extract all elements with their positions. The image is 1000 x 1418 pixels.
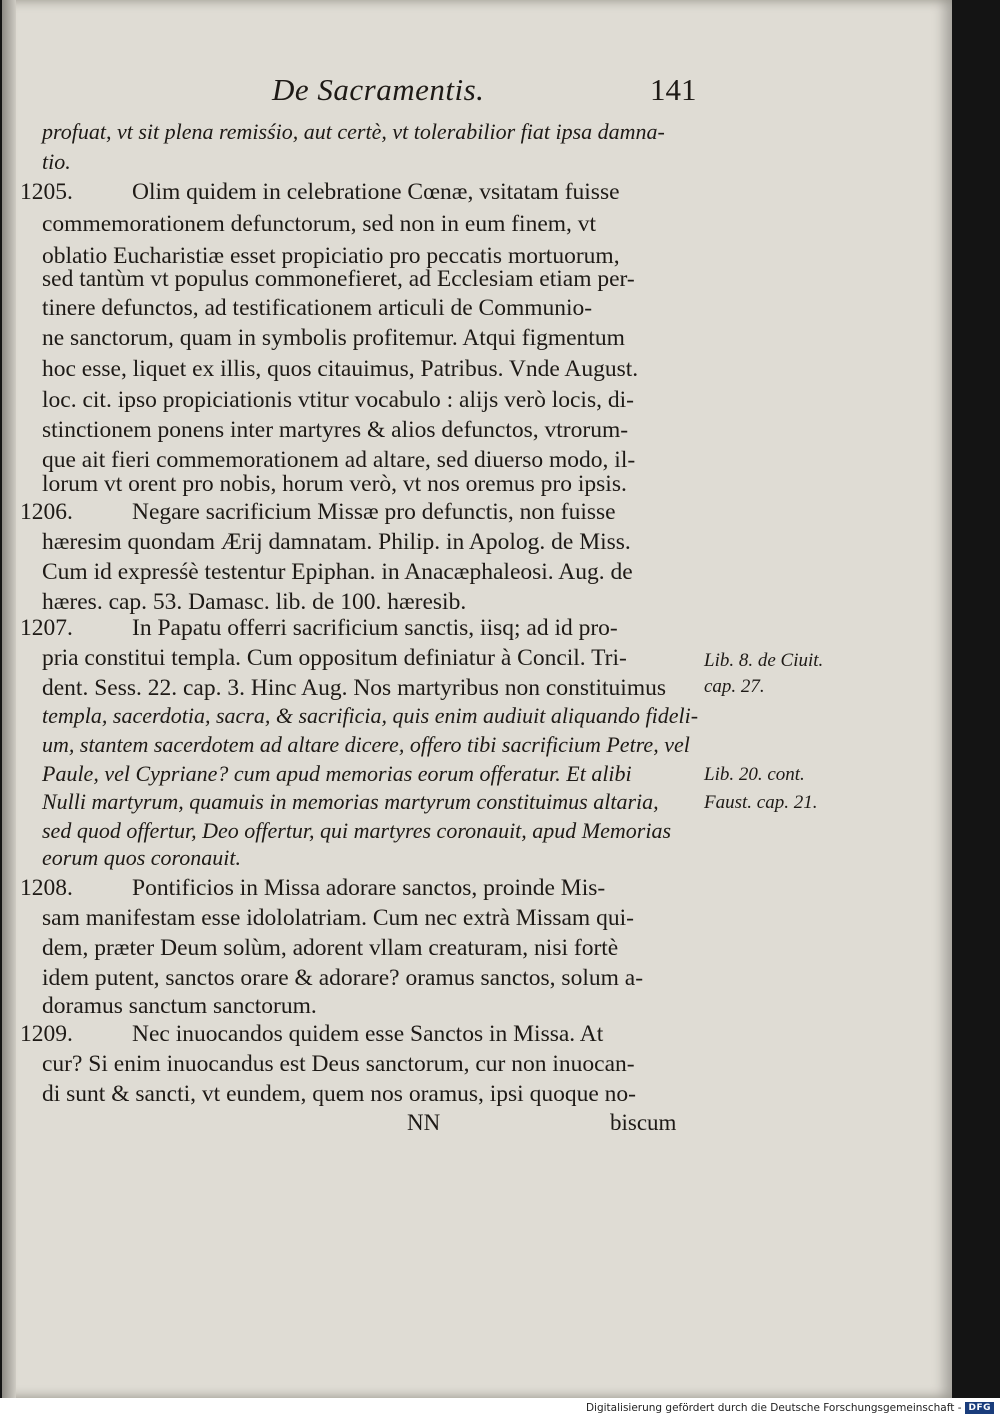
paragraph-number: 1209. bbox=[20, 1021, 73, 1047]
line-text: Olim quidem in celebratione Cœnæ, vsitatam fuisse bbox=[132, 179, 620, 205]
catchword: biscum bbox=[610, 1110, 677, 1135]
line-text: Nec inuocandos quidem esse Sanctos in Missa. At bbox=[132, 1021, 604, 1047]
text-line bbox=[20, 642, 710, 674]
text-line bbox=[20, 729, 710, 761]
line-text: Negare sacrificium Missæ pro defunctis, non fuisse bbox=[132, 499, 616, 525]
running-title: De Sacramentis. bbox=[272, 72, 485, 107]
paragraph-number: 1208. bbox=[20, 875, 73, 901]
text-line bbox=[20, 700, 710, 732]
line-text: ne sanctorum, quam in symbolis profitemur. Atqui figmentum bbox=[42, 325, 625, 351]
line-text: doramus sanctum sanctorum. bbox=[42, 993, 317, 1019]
line-text: Nulli martyrum, quamuis in memorias martyrum constituimus altaria, bbox=[42, 789, 659, 814]
text-line bbox=[20, 556, 710, 588]
signature-mark: NN bbox=[407, 1110, 441, 1135]
text-line bbox=[20, 902, 710, 934]
text-line bbox=[20, 146, 710, 178]
margin-note bbox=[704, 650, 823, 672]
line-text: stinctionem ponens inter martyres & alios defunctos, vtrorum- bbox=[42, 417, 629, 443]
line-text: dent. Sess. 22. cap. 3. Hinc Aug. Nos martyribus non constituimus bbox=[42, 675, 667, 701]
text-line bbox=[20, 1018, 710, 1050]
line-text: lorum vt orent pro nobis, horum verò, vt nos oremus pro ipsis. bbox=[42, 471, 627, 497]
line-text: hæresim quondam Ærij damnatam. Philip. in Apolog. de Miss. bbox=[42, 529, 631, 555]
line-text: sed quod offertur, Deo offertur, qui martyres coronauit, apud Memorias bbox=[42, 818, 672, 843]
line-text: Pontificios in Missa adorare sanctos, proinde Mis- bbox=[132, 875, 606, 901]
text-line bbox=[20, 384, 710, 416]
text-line bbox=[20, 872, 710, 904]
page-gutter bbox=[2, 0, 16, 1398]
line-text: que ait fieri commemorationem ad altare, sed diuerso modo, il- bbox=[42, 447, 636, 473]
text-line bbox=[20, 263, 710, 295]
line-text: di sunt & sancti, vt eundem, quem nos oramus, ipsi quoque no- bbox=[42, 1081, 636, 1107]
line-text: pria constitui templa. Cum oppositum definiatur à Concil. Tri- bbox=[42, 645, 627, 671]
line-text: idem putent, sanctos orare & adorare? oramus sanctos, solum a- bbox=[42, 965, 644, 991]
text-line bbox=[20, 526, 710, 558]
text-line bbox=[20, 932, 710, 964]
text-line bbox=[20, 176, 710, 208]
margin-note-line: cap. 27. bbox=[704, 676, 765, 697]
digitization-credit bbox=[586, 1400, 994, 1416]
paragraph-number: 1205. bbox=[20, 179, 73, 205]
text-line bbox=[20, 1078, 710, 1110]
text-line bbox=[20, 414, 710, 446]
line-text: hæres. cap. 53. Damasc. lib. de 100. hæresib. bbox=[42, 589, 467, 615]
text-line bbox=[20, 208, 710, 240]
margin-note bbox=[704, 764, 805, 786]
margin-note bbox=[704, 792, 817, 814]
line-text: cur? Si enim inuocandus est Deus sanctorum, cur non inuocan- bbox=[42, 1051, 635, 1077]
text-line bbox=[20, 612, 710, 644]
margin-note-line: Lib. 8. de Ciuit. bbox=[704, 650, 824, 671]
text-line bbox=[20, 842, 710, 874]
line-text: dem, præter Deum solùm, adorent vllam creaturam, nisi fortè bbox=[42, 935, 619, 961]
margin-note bbox=[704, 676, 765, 698]
line-text: Paule, vel Cypriane? cum apud memorias eorum offeratur. Et alibi bbox=[42, 761, 632, 786]
line-text: In Papatu offerri sacrificium sanctis, iisq; ad id pro- bbox=[132, 615, 618, 641]
book-page bbox=[2, 0, 952, 1398]
text-line bbox=[20, 322, 710, 354]
line-text: templa, sacerdotia, sacra, & sacrificia, quis enim audiuit aliquando fideli- bbox=[42, 703, 699, 728]
page-number: 141 bbox=[650, 72, 697, 107]
dfg-logo: DFG bbox=[965, 1402, 994, 1414]
text-line bbox=[20, 116, 710, 148]
line-text: profuat, vt sit plena remisśio, aut certè, vt tolerabilior fiat ipsa damna- bbox=[42, 119, 665, 144]
line-text: tio. bbox=[42, 149, 71, 174]
text-line bbox=[20, 353, 710, 385]
paragraph-number: 1207. bbox=[20, 615, 73, 641]
line-text: hoc esse, liquet ex illis, quos citauimus, Patribus. Vnde August. bbox=[42, 356, 639, 382]
digitization-credit-text: Digitalisierung gefördert durch die Deutsche Forschungsgemeinschaft - bbox=[585, 1402, 962, 1414]
text-line bbox=[20, 496, 710, 528]
text-line bbox=[20, 1048, 710, 1080]
margin-note-line: Lib. 20. cont. bbox=[704, 764, 805, 785]
line-text: um, stantem sacerdotem ad altare dicere, offero tibi sacrificium Petre, vel bbox=[42, 732, 690, 757]
margin-note-line: Faust. cap. 21. bbox=[704, 792, 818, 813]
text-line bbox=[20, 292, 710, 324]
line-text: eorum quos coronauit. bbox=[42, 845, 242, 870]
line-text: Cum id expresśè testentur Epiphan. in Anacæphaleosi. Aug. de bbox=[42, 559, 633, 585]
line-text: tinere defunctos, ad testificationem articuli de Communio- bbox=[42, 295, 593, 321]
line-text: oblatio Eucharistiæ esset propiciatio pro peccatis mortuorum, bbox=[42, 243, 620, 269]
line-text: loc. cit. ipso propiciationis vtitur vocabulo : alijs verò locis, di- bbox=[42, 387, 634, 413]
paragraph-number: 1206. bbox=[20, 499, 73, 525]
line-text: sam manifestam esse idololatriam. Cum nec extrà Missam qui- bbox=[42, 905, 634, 931]
text-line bbox=[20, 786, 710, 818]
line-text: commemorationem defunctorum, sed non in eum finem, vt bbox=[42, 211, 597, 237]
line-text: sed tantùm vt populus commonefieret, ad Ecclesiam etiam per- bbox=[42, 266, 635, 292]
